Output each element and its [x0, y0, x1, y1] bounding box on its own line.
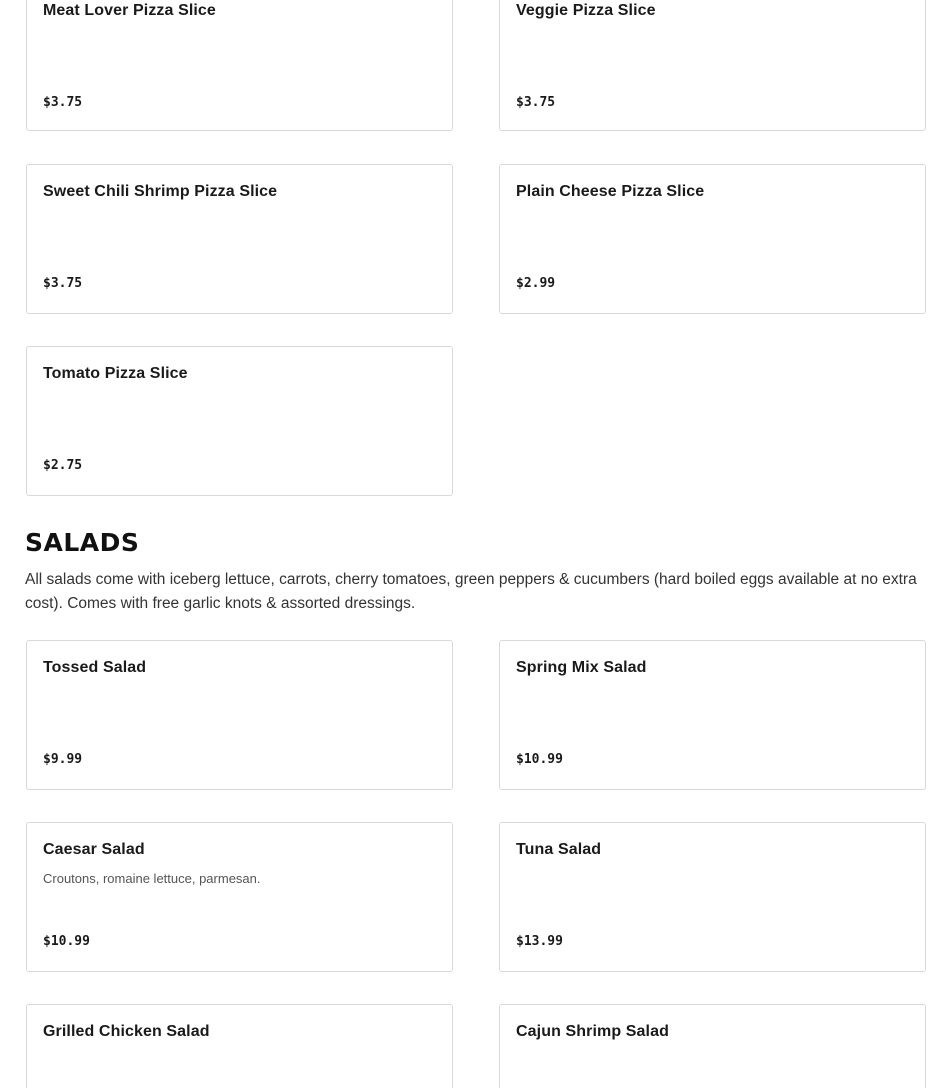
menu-item-card[interactable] [499, 1004, 926, 1088]
item-price: $3.75 [43, 276, 83, 291]
menu-item-card[interactable] [26, 0, 453, 131]
item-name: Spring Mix Salad [516, 659, 647, 676]
item-price: $13.99 [516, 934, 563, 949]
item-name: Tuna Salad [516, 841, 602, 858]
menu-item-card[interactable] [26, 164, 453, 314]
item-price: $9.99 [43, 752, 83, 767]
section-title: SALADS [25, 528, 140, 557]
item-price: $3.75 [516, 95, 556, 110]
item-name: Tomato Pizza Slice [43, 365, 188, 382]
section-description: All salads come with iceberg lettuce, carrots, cherry tomatoes, green peppers & cucumbers (hard boiled eggs available at no extra cost). Comes with free garlic knots & assorted dressings. [25, 571, 917, 612]
item-name: Tossed Salad [43, 659, 147, 676]
menu-item-card[interactable] [499, 164, 926, 314]
item-name: Caesar Salad [43, 841, 145, 858]
item-price: $2.99 [516, 276, 556, 291]
item-price: $10.99 [43, 934, 90, 949]
menu-item-card[interactable] [26, 640, 453, 790]
item-description: Croutons, romaine lettuce, parmesan. [43, 871, 261, 886]
item-price: $2.75 [43, 458, 83, 473]
item-name: Meat Lover Pizza Slice [43, 2, 216, 19]
item-price: $10.99 [516, 752, 563, 767]
menu-item-card[interactable] [499, 640, 926, 790]
item-name: Veggie Pizza Slice [516, 2, 656, 19]
menu-item-card[interactable] [499, 822, 926, 972]
item-name: Grilled Chicken Salad [43, 1023, 210, 1040]
menu-item-card[interactable] [499, 0, 926, 131]
item-name: Cajun Shrimp Salad [516, 1023, 669, 1040]
item-name: Plain Cheese Pizza Slice [516, 183, 705, 200]
item-price: $3.75 [43, 95, 83, 110]
menu-item-card[interactable] [26, 346, 453, 496]
menu-item-card[interactable] [26, 822, 453, 972]
menu-item-card[interactable] [26, 1004, 453, 1088]
item-name: Sweet Chili Shrimp Pizza Slice [43, 183, 278, 200]
